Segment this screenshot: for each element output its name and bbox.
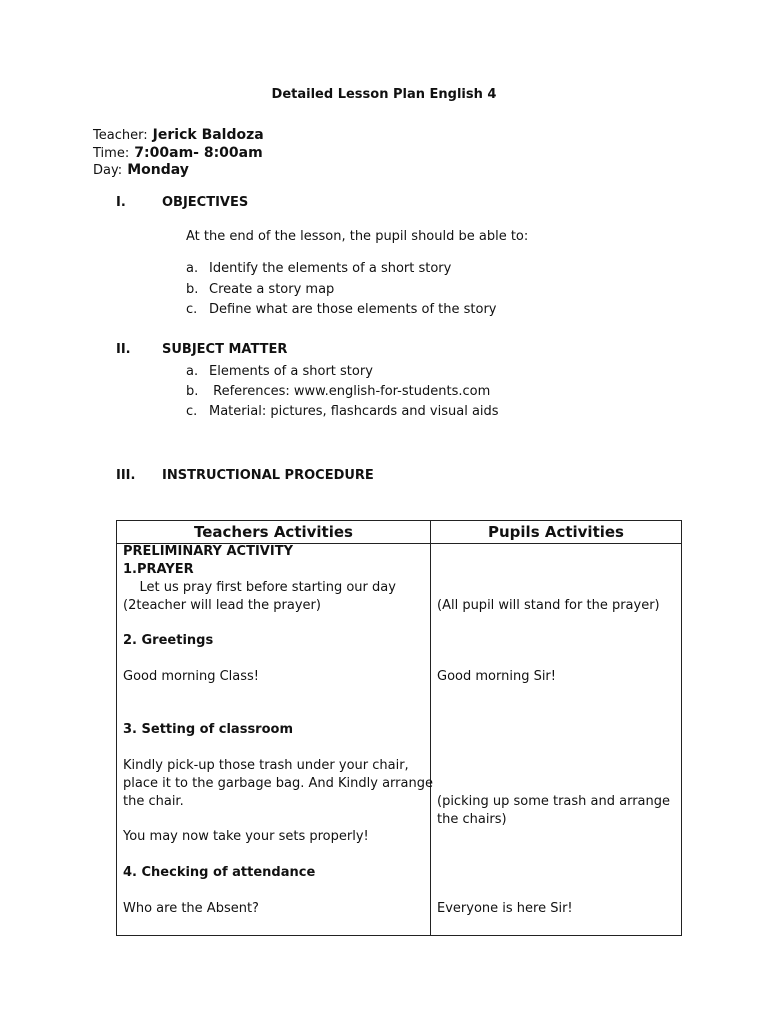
pupil-setting-line-2: the chairs) bbox=[437, 812, 507, 827]
prayer-line-2: (2teacher will lead the prayer) bbox=[123, 598, 321, 613]
list-item: Identify the elements of a short story bbox=[209, 261, 452, 276]
section-1-number: I. bbox=[116, 195, 126, 210]
pupils-activities-header: Pupils Activities bbox=[488, 523, 624, 541]
document-title: Detailed Lesson Plan English 4 bbox=[271, 87, 497, 102]
attendance-heading: 4. Checking of attendance bbox=[123, 865, 316, 880]
list-item-letter: b. bbox=[186, 384, 199, 399]
pupil-prayer-response: (All pupil will stand for the prayer) bbox=[437, 598, 660, 613]
day-label: Day: bbox=[93, 163, 123, 178]
list-item-letter: b. bbox=[186, 282, 199, 297]
prayer-heading: 1.PRAYER bbox=[123, 562, 194, 577]
section-3-number: III. bbox=[116, 468, 136, 483]
prayer-line-1: Let us pray first before starting our day bbox=[123, 580, 396, 595]
activities-table bbox=[116, 520, 682, 936]
list-item-letter: c. bbox=[186, 404, 198, 419]
pupil-setting-line-1: (picking up some trash and arrange bbox=[437, 794, 671, 809]
teacher-value: Jerick Baldoza bbox=[152, 127, 264, 143]
teacher-info bbox=[93, 124, 264, 143]
time-value: 7:00am- 8:00am bbox=[134, 145, 263, 161]
time-label: Time: bbox=[93, 146, 130, 161]
list-item: Define what are those elements of the story bbox=[209, 302, 497, 317]
setting-line-3: the chair. bbox=[123, 794, 184, 809]
setting-line-4: You may now take your sets properly! bbox=[123, 829, 369, 844]
pupil-attendance-response: Everyone is here Sir! bbox=[437, 901, 573, 916]
setting-line-2: place it to the garbage bag. And Kindly arrange bbox=[123, 776, 433, 791]
list-item-letter: a. bbox=[186, 261, 199, 276]
list-item-letter: a. bbox=[186, 364, 199, 379]
teachers-activities-header: Teachers Activities bbox=[194, 523, 353, 541]
greetings-text: Good morning Class! bbox=[123, 669, 259, 684]
list-item: References: www.english-for-students.com bbox=[209, 384, 491, 399]
column-divider bbox=[430, 521, 431, 935]
objectives-intro: At the end of the lesson, the pupil should be able to: bbox=[186, 229, 529, 244]
day-value: Monday bbox=[127, 162, 189, 178]
preliminary-activity-heading: PRELIMINARY ACTIVITY bbox=[123, 544, 293, 559]
teacher-label: Teacher: bbox=[93, 128, 148, 143]
section-3-title: INSTRUCTIONAL PROCEDURE bbox=[162, 468, 374, 483]
list-item-letter: c. bbox=[186, 302, 198, 317]
section-2-title: SUBJECT MATTER bbox=[162, 342, 288, 357]
greetings-heading: 2. Greetings bbox=[123, 633, 214, 648]
attendance-text: Who are the Absent? bbox=[123, 901, 259, 916]
section-2-number: II. bbox=[116, 342, 131, 357]
list-item: Material: pictures, flashcards and visual aids bbox=[209, 404, 499, 419]
day-info bbox=[93, 159, 189, 178]
list-item: Elements of a short story bbox=[209, 364, 373, 379]
list-item: Create a story map bbox=[209, 282, 335, 297]
section-1-title: OBJECTIVES bbox=[162, 195, 249, 210]
pupil-greetings-response: Good morning Sir! bbox=[437, 669, 556, 684]
setting-heading: 3. Setting of classroom bbox=[123, 722, 294, 737]
setting-line-1: Kindly pick-up those trash under your chair, bbox=[123, 758, 409, 773]
